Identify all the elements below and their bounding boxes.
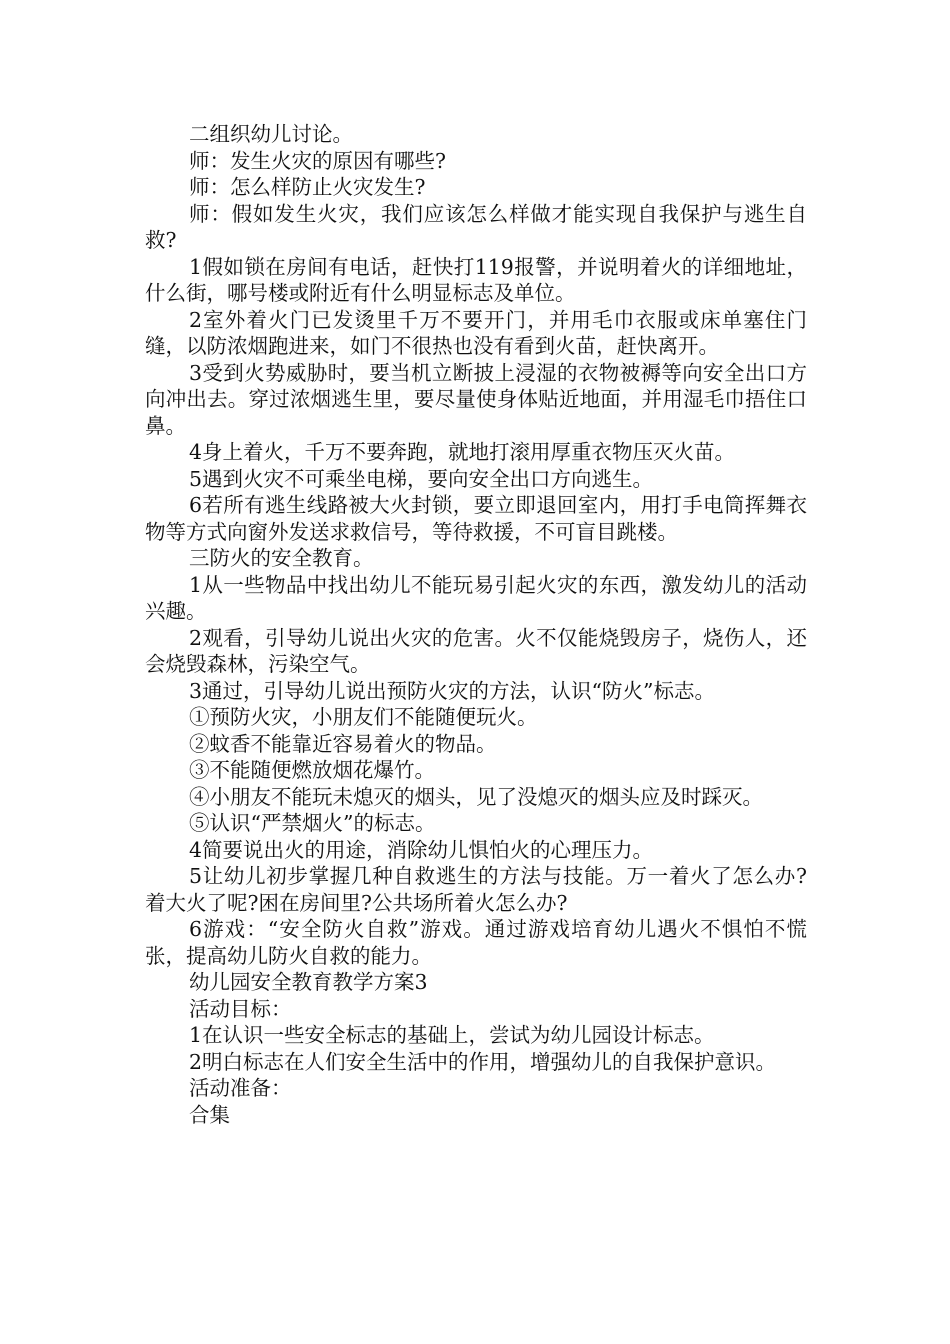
paragraph: ②蚊香不能靠近容易着火的物品。 — [189, 731, 497, 756]
paragraph: 1在认识一些安全标志的基础上，尝试为幼儿园设计标志。 — [189, 1023, 715, 1047]
paragraph: 合集 — [189, 1102, 230, 1127]
paragraph: 3通过，引导幼儿说出预防火灾的方法，认识“防火”标志。 — [189, 678, 716, 703]
paragraph: 6若所有逃生线路被大火封锁，要立即退回室内，用打手电筒挥舞衣物等方式向窗外发送求救信号，等待救援，不可盲目跳楼。 — [145, 493, 807, 544]
paragraph: 2室外着火门已发烫里千万不要开门，并用毛巾衣服或床单塞住门缝，以防浓烟跑进来，如门不很热也没有看到火苗，赶快离开。 — [145, 307, 807, 358]
paragraph: 1假如锁在房间有电话，赶快打119报警，并说明着火的详细地址，什么街，哪号楼或附近有什么明显标志及单位。 — [145, 254, 807, 305]
paragraph: 三防火的安全教育。 — [189, 546, 374, 570]
paragraph: 4身上着火，千万不要奔跑，就地打滚用厚重衣物压灭火苗。 — [189, 440, 736, 464]
paragraph: 2明白标志在人们安全生活中的作用，增强幼儿的自我保护意识。 — [189, 1049, 777, 1074]
paragraph: 二组织幼儿讨论。 — [189, 122, 353, 146]
paragraph: 师：发生火灾的原因有哪些? — [189, 148, 446, 173]
paragraph: 5遇到火灾不可乘坐电梯，要向安全出口方向逃生。 — [189, 466, 654, 491]
paragraph: 5让幼儿初步掌握几种自救逃生的方法与技能。万一着火了怎么办?着大火了呢?困在房间里?公共场所着火怎么办? — [145, 864, 807, 915]
paragraph: ⑤认识“严禁烟火”的标志。 — [189, 811, 436, 835]
document-body — [145, 121, 807, 1128]
paragraph: 师：假如发生火灾，我们应该怎么样做才能实现自我保护与逃生自救? — [145, 201, 807, 252]
paragraph: 师：怎么样防止火灾发生? — [189, 175, 426, 199]
paragraph: 活动目标： — [189, 996, 292, 1021]
paragraph: ④小朋友不能玩未熄灭的烟头，见了没熄灭的烟头应及时踩灭。 — [189, 784, 763, 809]
paragraph: ③不能随便燃放烟花爆竹。 — [189, 758, 435, 782]
paragraph: 4简要说出火的用途，消除幼儿惧怕火的心理压力。 — [189, 837, 654, 862]
paragraph: 6游戏：“安全防火自救”游戏。通过游戏培育幼儿遇火不惧怕不慌张，提高幼儿防火自救的能力。 — [145, 917, 807, 968]
paragraph: ①预防火灾，小朋友们不能随便玩火。 — [189, 705, 538, 729]
paragraph: 活动准备： — [189, 1076, 292, 1100]
paragraph: 1从一些物品中找出幼儿不能玩易引起火灾的东西，激发幼儿的活动兴趣。 — [145, 572, 807, 623]
paragraph: 2观看，引导幼儿说出火灾的危害。火不仅能烧毁房子，烧伤人，还会烧毁森林，污染空气。 — [145, 625, 807, 676]
paragraph: 3受到火势威胁时，要当机立断披上浸湿的衣物被褥等向安全出口方向冲出去。穿过浓烟逃生里，要尽量使身体贴近地面，并用湿毛巾捂住口鼻。 — [145, 360, 807, 438]
section-heading: 幼儿园安全教育教学方案3 — [189, 970, 428, 994]
